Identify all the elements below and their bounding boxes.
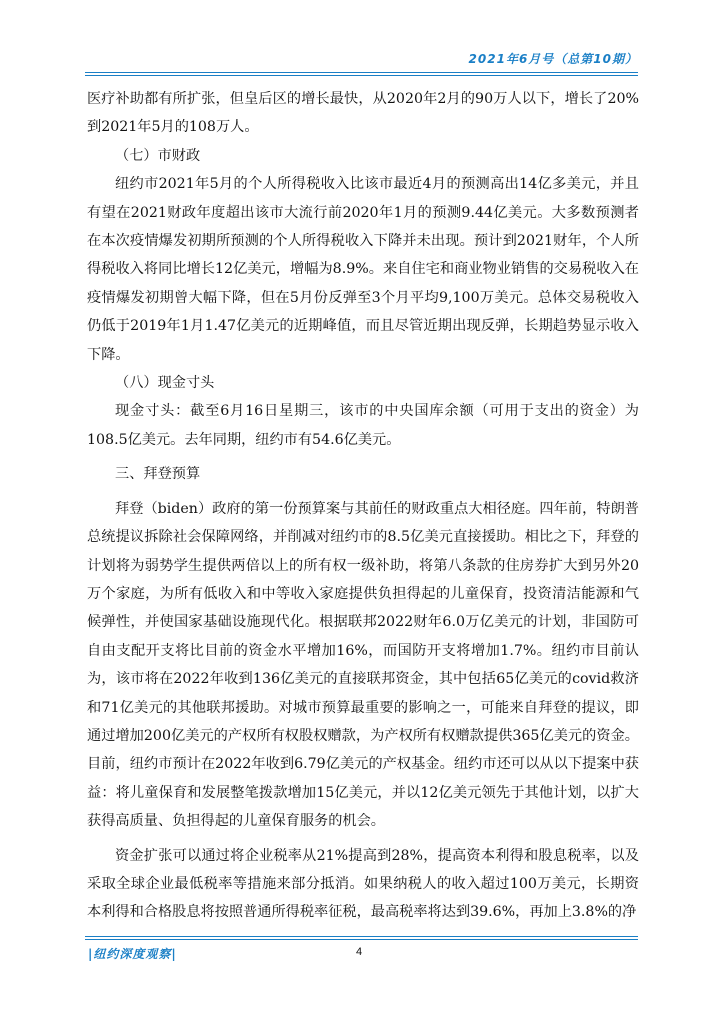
paragraph-medicaid: 医疗补助都有所扩张，但皇后区的增长最快，从2020年2月的90万人以下，增长了20%到2021年5月的108万人。 bbox=[87, 91, 639, 136]
paragraph-funding-expansion: 资金扩张可以通过将企业税率从21%提高到28%，提高资本利得和股息税率，以及采取全球企业最低税率等措施来部分抵消。如果纳税人的收入超过100万美元，长期资本利得和合格股息将按照普通所得税率征税，最高税率将达到39.6%，再加上3.8%的净 bbox=[87, 847, 639, 921]
section-heading-city-finance: （七）市财政 bbox=[115, 147, 201, 164]
section-heading-biden-budget: 三、拜登预算 bbox=[115, 466, 201, 483]
paragraph-cash-position: 现金寸头：截至6月16日星期三，该市的中央国库余额（可用于支出的资金）为108.5亿美元。去年同期，纽约市有54.6亿美元。 bbox=[87, 403, 639, 448]
footer-divider bbox=[85, 936, 638, 937]
paragraph-city-finance: 纽约市2021年5月的个人所得税收入比该市最近4月的预测高出14亿多美元，并且有望在2021财政年度超出该市大流行前2020年1月的预测9.44亿美元。大多数预测者在本次疫情爆发初期所预测的个人所得税收入下降并未出现。预计到2021财年，个人所得税收入将同比增长12亿美元，增幅为8.9%。来自住宅和商业物业销售的交易税收入在疫情爆发初期曾大幅下降，但在5月份反弹至3个月平均9,100万美元。总体交易税收入仍低于2019年1月1.47亿美元的近期峰值，而且尽管近期出现反弹，长期趋势显示收入下降。 bbox=[87, 176, 639, 363]
header-divider-secondary bbox=[85, 75, 638, 76]
document-body bbox=[87, 85, 639, 927]
section-heading-cash-position: （八）现金寸头 bbox=[115, 375, 215, 392]
page-number: 4 bbox=[356, 946, 363, 958]
header-divider bbox=[85, 72, 638, 73]
paragraph-biden-budget: 拜登（biden）政府的第一份预算案与其前任的财政重点大相径庭。四年前，特朗普总统提议拆除社会保障网络，并削减对纽约市的8.5亿美元直接援助。相比之下，拜登的计划将为弱势学生提供两倍以上的所有权一级补助，将第八条款的住房券扩大到另外20万个家庭，为所有低收入和中等收入家庭提供负担得起的儿童保育，投资清洁能源和气候弹性，并使国家基础设施现代化。根据联邦2022财年6.0万亿美元的计划，非国防可自由支配开支将比目前的资金水平增加16%，而国防开支将增加1.7%。纽约市目前认为，该市将在2022年收到136亿美元的直接联邦资金，其中包括65亿美元的covid救济和71亿美元的其他联邦援助。对城市预算最重要的影响之一，可能来自拜登的提议，即通过增加200亿美元的产权所有权股权赠款，为产权所有权赠款提供365亿美元的资金。目前，纽约市预计在2022年收到6.79亿美元的产权基金。纽约市还可以从以下提案中获益：将儿童保育和发展整笔拨款增加15亿美元，并以12亿美元领先于其他计划，以扩大获得高质量、负担得起的儿童保育服务的机会。 bbox=[87, 500, 639, 830]
footer-divider-secondary bbox=[85, 939, 638, 940]
issue-label: 2021年6月号（总第10期） bbox=[468, 52, 638, 66]
footer-label: |纽约深度观察| bbox=[88, 947, 177, 961]
